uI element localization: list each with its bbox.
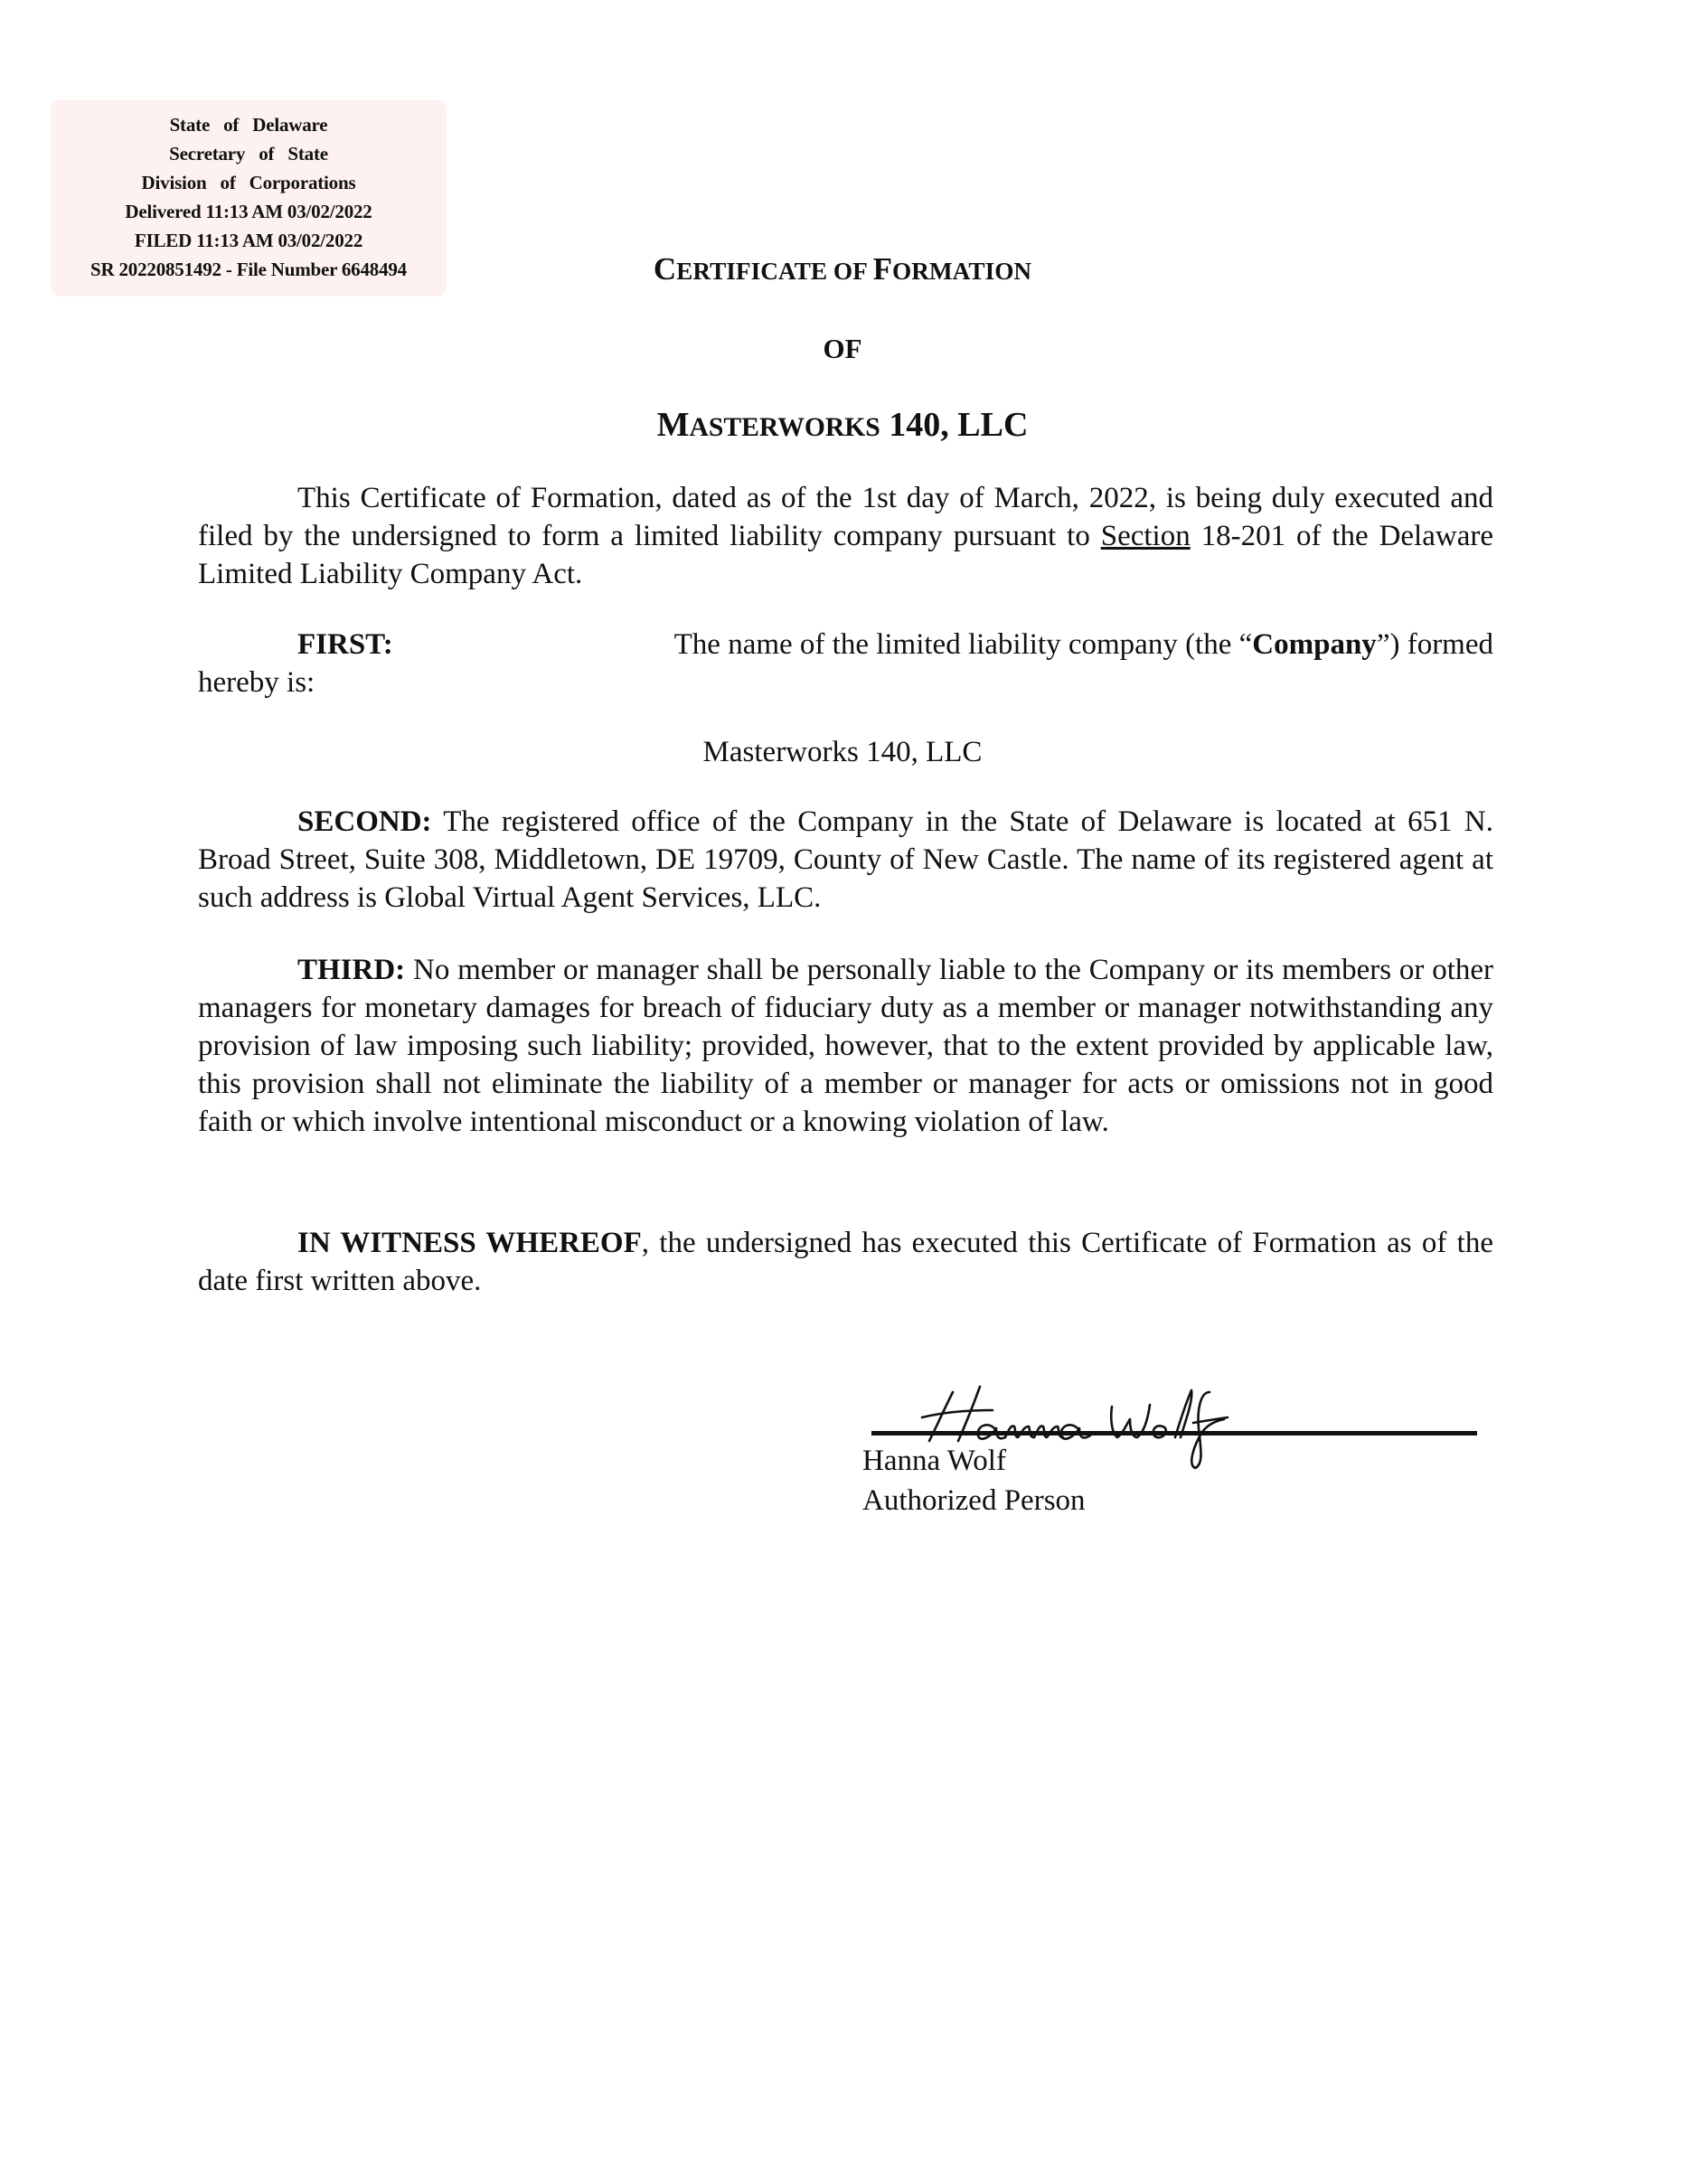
signature-line xyxy=(871,1431,1477,1436)
third-label: THIRD: xyxy=(297,954,406,986)
stamp-line-division: Division of Corporations xyxy=(141,172,356,193)
first-article: FIRST: The name of the limited liability company (the “Company”) formed hereby is: xyxy=(198,626,1493,701)
document-title: CERTIFICATE OF FORMATION xyxy=(653,251,1032,287)
witness-paragraph: IN WITNESS WHEREOF, the undersigned has executed this Certificate of Formation as of the date first written above. xyxy=(198,1227,1493,1297)
stamp-line-file-number: SR 20220851492 - File Number 6648494 xyxy=(90,259,407,280)
witness-label: IN WITNESS WHEREOF xyxy=(297,1227,642,1259)
stamp-line-delivered: Delivered 11:13 AM 03/02/2022 xyxy=(125,201,372,222)
second-label: SECOND: xyxy=(297,805,432,838)
signature-block xyxy=(862,1374,1477,1546)
stamp-line-secretary: Secretary of State xyxy=(169,143,328,165)
title-of: OF xyxy=(823,333,862,364)
signer-title: Authorized Person xyxy=(862,1484,1086,1517)
company-term: Company xyxy=(1252,628,1377,661)
company-heading: MASTERWORKS 140, LLC xyxy=(656,406,1029,444)
preamble-paragraph: This Certificate of Formation, dated as of the 1st day of March, 2022, is being duly executed and filed by the undersigned to form a limited liability company pursuant to Section 18-201 of the Delaware Limited Liability Company Act. xyxy=(198,482,1493,590)
section-reference: Section xyxy=(1100,520,1191,552)
first-label: FIRST: xyxy=(297,628,393,661)
stamp-line-state: State of Delaware xyxy=(169,114,328,136)
second-article: SECOND: The registered office of the Company in the State of Delaware is located at 651 N. Broad Street, Suite 308, Middletown, DE 19709, County of New Castle. The name of its registered agent at such address is Global Virtual Agent Services, LLC. xyxy=(198,805,1493,914)
signer-name: Hanna Wolf xyxy=(862,1445,1006,1477)
company-name-line: Masterworks 140, LLC xyxy=(702,736,983,768)
third-article: THIRD: No member or manager shall be personally liable to the Company or its members or other managers for monetary damages for breach of fiduciary duty as a member or manager notwithstanding any provision of law imposing such liability; provided, however, that to the extent provided by applicable law, this provision shall not eliminate the liability of a member or manager for acts or omissions not in good faith or which involve intentional misconduct or a knowing violation of law. xyxy=(198,954,1493,1138)
stamp-line-filed: FILED 11:13 AM 03/02/2022 xyxy=(134,230,363,251)
